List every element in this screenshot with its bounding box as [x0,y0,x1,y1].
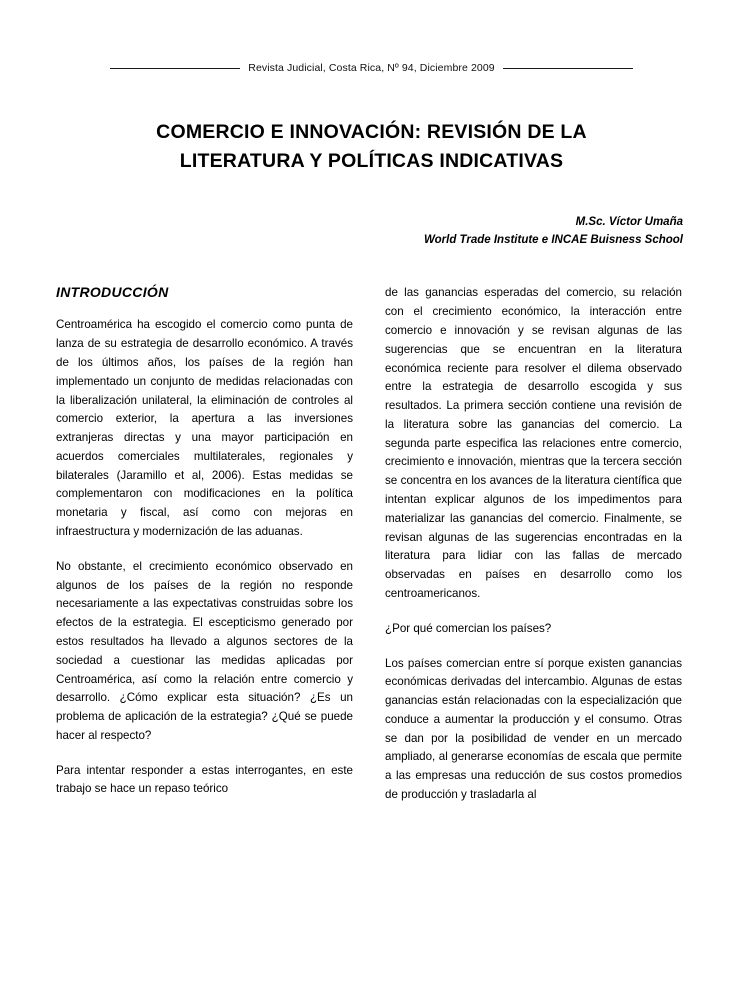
running-head-rule-left [110,68,240,69]
running-head-text: Revista Judicial, Costa Rica, Nº 94, Diciembre 2009 [248,62,495,74]
paragraph: Los países comercian entre sí porque existen ganancias económicas derivadas del intercambio. Algunas de estas ganancias están relacionadas con la especialización que conduce a aumentar la producción y el consumo. Otras se dan por la posibilidad de vender en un mercado ampliado, al generarse economías de escala que permite a las empresas una reducción de sus costos promedios de producción y trasladarla al [385,656,682,801]
byline [56,213,687,251]
paragraph: Para intentar responder a estas interrogantes, en este trabajo se hace un repaso teórico [56,763,353,796]
page-title: COMERCIO E INNOVACIÓN: REVISIÓN DE LA LITERATURA Y POLÍTICAS INDICATIVAS [156,121,587,173]
column-right [385,284,682,804]
author-affiliation: World Trade Institute e INCAE Buisness School [423,234,683,247]
author-name: M.Sc. Víctor Umaña [575,215,683,228]
body-columns [56,284,687,804]
running-head-rule-right [503,68,633,69]
section-heading-introduccion: INTRODUCCIÓN [56,284,169,301]
subsection-question: ¿Por qué comercian los países? [385,621,552,635]
column-left [56,284,353,804]
paragraph: No obstante, el crecimiento económico observado en algunos de los países de la región no responde necesariamente a las expectativas construidas sobre los efectos de la estrategia. El escepticismo generado por estos resultados ha llevado a algunos sectores de la sociedad a cuestionar las medidas aplicadas por Centroamérica, así como la relación entre comercio y desarrollo. ¿Cómo explicar esta situación? ¿Es un problema de aplicación de la estrategia? ¿Qué se puede hacer al respecto? [56,559,353,742]
running-head [56,62,687,74]
paragraph: Centroamérica ha escogido el comercio como punta de lanza de su estrategia de desarrollo económico. A través de los últimos años, los países de la región han implementado un conjunto de medidas relacionadas con la liberalización unilateral, la eliminación de controles al comercio exterior, la apertura a las inversiones extranjeras directas y una mayor participación en acuerdos comerciales multilaterales, regionales y bilaterales (Jaramillo et al, 2006). Estas medidas se complementaron con modificaciones en la política monetaria y fiscal, así como con mejoras en infraestructura y modernización de las aduanas. [56,318,353,539]
paragraph: de las ganancias esperadas del comercio, su relación con el crecimiento económico, la interacción entre comercio e innovación y se revisan algunas de las sugerencias que se encuentran en la literatura económica reciente para resolver el dilema observado entre la estrategia de desarrollo escogida y sus resultados. La primera sección contiene una revisión de la literatura sobre las ganancias del comercio. La segunda parte especifica las relaciones entre comercio, crecimiento e innovación, mientras que la tercera sección se concentra en los avances de la literatura científica que intentan explicar algunos de los impedimentos para materializar las ganancias del comercio. Finalmente, se revisan algunas de las sugerencias encontradas en la literatura para lidiar con las fallas de mercado observadas en países en desarrollo como los centroamericanos. [385,286,682,600]
